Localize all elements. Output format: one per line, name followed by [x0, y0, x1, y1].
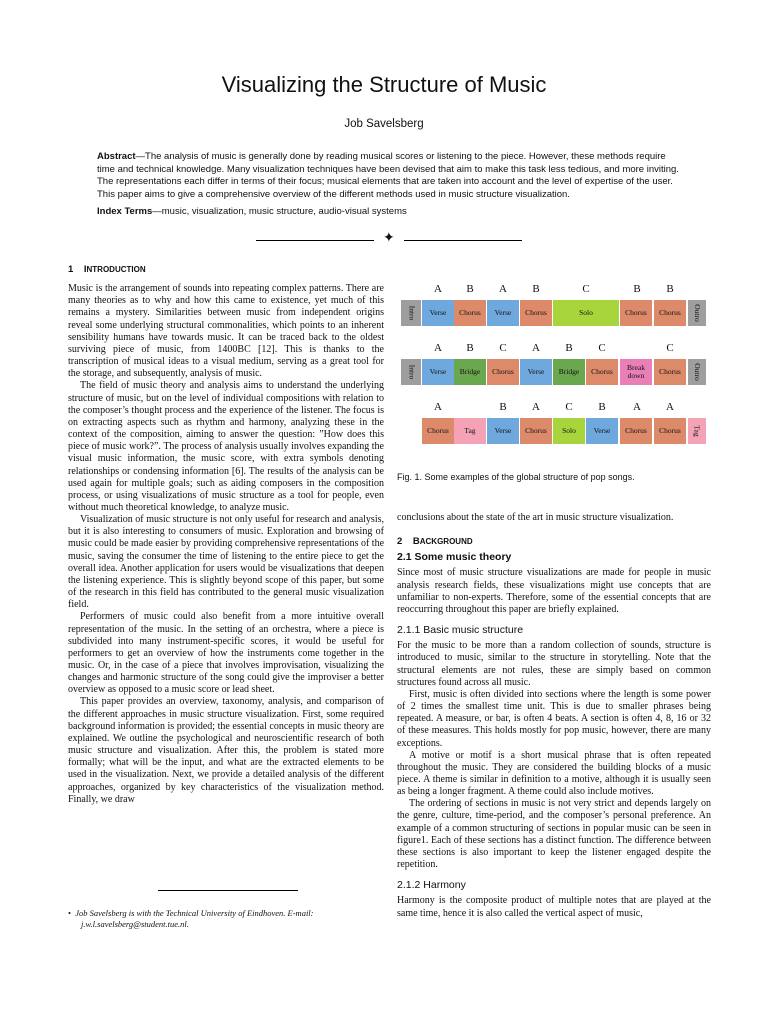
structure-block-verse: Verse: [487, 300, 519, 326]
section-letter: C: [666, 342, 674, 354]
structure-block-outro: Outro: [688, 300, 706, 326]
structure-block-chorus: Chorus: [487, 359, 519, 385]
section-letter: C: [499, 342, 507, 354]
structure-block-intro: Intro: [401, 300, 421, 326]
section-letter: A: [434, 401, 442, 413]
harmony-paragraph: Harmony is the composite product of multiple notes that are played at the same time, hence it is also called the vertical aspect of music,: [397, 895, 711, 919]
section-heading-introduction: 1 INTRODUCTION: [68, 264, 146, 275]
intro-paragraph: Performers of music could also benefit from a more intuitive overall representation of the music. In the setting of an orchestra, where a piece is subdivided into many instrument-specific scores, it would be useful for performers to get an overview of how the instruments come together in the music. Or, in the case of a piece that involves improvisation, visualizing the changes and harmonic structure of the song could give the improviser a better overview as opposed to a music score or lead sheet.: [68, 611, 384, 696]
paper-title: Visualizing the Structure of Music: [221, 72, 547, 97]
left-column: [68, 264, 384, 806]
figure-caption: Fig. 1. Some examples of the global structure of pop songs.: [397, 472, 635, 482]
section-letter: C: [582, 283, 590, 295]
subsubsection-heading-basic-structure: 2.1.1 Basic music structure: [397, 624, 524, 637]
section-divider: [256, 233, 524, 247]
structure-block-chorus: Chorus: [620, 300, 652, 326]
structure-block-outro: Outro: [688, 359, 706, 385]
footnote-rule: [158, 890, 298, 891]
structure-block-tag: Tag: [454, 418, 486, 444]
intro-paragraph: Music is the arrangement of sounds into repeating complex patterns. There are many theories as to why and how this came to existence, yet much of this remains a mystery. Similarities between music from independent origins reveal some underlying structural commonalities, which points to an inherent sensibility humans have towards music. It can be traced back to the oldest surviving piece of music, from 1400BC [12]. This is thanks to the transcription of musical ideas to a visual medium, serving as a great tool for the storage, and subsequently, analysis of music.: [68, 283, 384, 380]
structure-block-chorus: Chorus: [654, 300, 686, 326]
structure-block-solo: Solo: [553, 300, 619, 326]
section-heading-background: 2 BACKGROUND: [397, 536, 473, 548]
section-letter: B: [466, 342, 474, 354]
structure-block-chorus: Chorus: [586, 359, 618, 385]
subsection-heading-music-theory: 2.1 Some music theory: [397, 551, 512, 564]
section-letter: B: [499, 401, 507, 413]
structure-block-bridge: Bridge: [454, 359, 486, 385]
author-name: Job Savelsberg: [344, 118, 424, 130]
structure-block-verse: Verse: [422, 300, 454, 326]
section-letter: B: [466, 283, 474, 295]
music-theory-paragraph: Since most of music structure visualizations are made for people in music analysis research fields, these visualizations might use concepts that are unfamiliar to non-experts. Therefore, some of the essential concepts that are reoccurring throughout this paper are briefly explained.: [397, 567, 711, 615]
structure-block-verse: Verse: [487, 418, 519, 444]
index-terms: [97, 206, 685, 217]
section-letter: B: [532, 283, 540, 295]
section-letter: A: [434, 283, 442, 295]
section-letter: A: [434, 342, 442, 354]
abstract-text: —The analysis of music is generally done by reading musical scores or listening to the piece. However, these methods require time and technical knowledge. Many visualization techniques have been devised that aim to make this task less tedious, and more inviting. The representations each differ in terms of their focus; musical elements that are taken into account and the level of expertise of the user. This paper aims to give a comprehensive overview of the different methods used in music structure visualization.: [97, 151, 679, 200]
structure-block-chorus: Chorus: [520, 300, 552, 326]
footnote: • Job Savelsberg is with the Technical University of Eindhoven. E-mail: j.w.l.savelsberg@student.tue.nl.: [68, 908, 314, 929]
section-letter: A: [532, 342, 540, 354]
structure-block-intro: Intro: [401, 359, 421, 385]
abstract-label: Abstract: [97, 151, 136, 162]
section-letter: B: [598, 401, 606, 413]
structure-block-solo: Solo: [553, 418, 585, 444]
structure-block-chorus: Chorus: [654, 418, 686, 444]
structure-block-tag: Tag: [688, 418, 706, 444]
basic-structure-paragraph: The ordering of sections in music is not very strict and depends largely on the genre, culture, time-period, and the composer’s personal preference. An example of a common structuring of sections in popular music can be seen in figure1. Each of these sections has a distinct function. The difference between these sections is also important to keep the listener engaged despite the repetition.: [397, 798, 711, 871]
abstract: [97, 151, 685, 201]
structure-block-verse: Verse: [422, 359, 454, 385]
section-letter: B: [633, 283, 641, 295]
intro-paragraph: The field of music theory and analysis aims to understand the underlying structure of music, but on the level of individual compositions with relation to the composer’s thought process and the experience of the listener. The focus is on extracting aspects such as rhythm and harmony, analyzing these in the context of the composition, aiming to answer the question: ”How does this piece of music work?”. The process of analysis usually involves expanding the visual music information, the music score, with extra symbols denoting relationships or condensing information [6]. The results of the analysis can be used again for multiple goals; such as aiding composers in the composition process, or using visualizations of music structure as a tool for people, even without much theoretical knowledge, to analyze music.: [68, 380, 384, 513]
structure-block-chorus: Chorus: [654, 359, 686, 385]
section-letter: A: [499, 283, 507, 295]
basic-structure-paragraph: For the music to be more than a random collection of sounds, structure is introduced to music, similar to the structure in storytelling. Note that the structural elements are not rules, these are simply based on common structures found across all music.: [397, 640, 711, 688]
structure-block-chorus: Chorus: [454, 300, 486, 326]
index-terms-text: —music, visualization, music structure, audio-visual systems: [152, 206, 407, 217]
diamond-star-icon: ✦: [383, 231, 395, 246]
section-letter: A: [633, 401, 641, 413]
index-terms-label: Index Terms: [97, 206, 153, 217]
subsubsection-heading-harmony: 2.1.2 Harmony: [397, 879, 466, 892]
structure-block-chorus: Chorus: [422, 418, 454, 444]
section-letter: B: [565, 342, 573, 354]
structure-block-verse: Verse: [520, 359, 552, 385]
section-letter: C: [598, 342, 606, 354]
section-letter: A: [532, 401, 540, 413]
section-letter: B: [666, 283, 674, 295]
intro-paragraph: This paper provides an overview, taxonomy, analysis, and comparison of the different approaches in music structure visualization. First, some required background information is provided; the essential concepts in music theory are explained. We outline the psychological and neuroscientific research of both music structure and visualization. After this, the problem is stated more formally; what will be the input, and what are the extracted elements to be used in the visualization. Next, we provide a detailed analysis of the different approaches, organized by key characteristics of the visualization method. Finally, we draw: [68, 696, 384, 805]
basic-structure-paragraph: First, music is often divided into sections where the length is some power of 2 times the smallest time unit. This is due to smaller phrases being repeated. A measure, or bar, is often 4 beats. A section is often 4, 8, 16 or 32 of these measures. This holds mostly for pop music, however, there are many exceptions.: [397, 688, 711, 749]
intro-paragraph: Visualization of music structure is not only useful for research and analysis, but it is also interesting to consumers of music. Exploration and browsing of music could be made easier by providing comprehensive representations of the music, saving the consumer the time of listening to the entire piece to get the overall idea. Another application for users would be visualizations that deepen the listening experience. This is slightly beyond scope of this paper, but some of the research in this field has contributed to the general music visualization field.: [68, 514, 385, 611]
section-letter: C: [565, 401, 573, 413]
basic-structure-paragraph: A motive or motif is a short musical phrase that is often repeated throughout the music. They are considered the building blocks of a music piece. A theme is similar in definition to a motive, although it is usually seen as being a longer fragment. A theme could also include motives.: [397, 749, 711, 798]
structure-block-chorus: Chorus: [520, 418, 552, 444]
section-letter: A: [666, 401, 674, 413]
structure-block-bridge: Bridge: [553, 359, 585, 385]
figure-song-structure: [397, 280, 709, 450]
structure-block-chorus: Chorus: [620, 418, 652, 444]
continued-paragraph: conclusions about the state of the art in music structure visualization.: [397, 512, 674, 523]
structure-block-verse: Verse: [586, 418, 618, 444]
right-column: [397, 512, 711, 920]
structure-block-break-down: Break down: [620, 359, 652, 385]
